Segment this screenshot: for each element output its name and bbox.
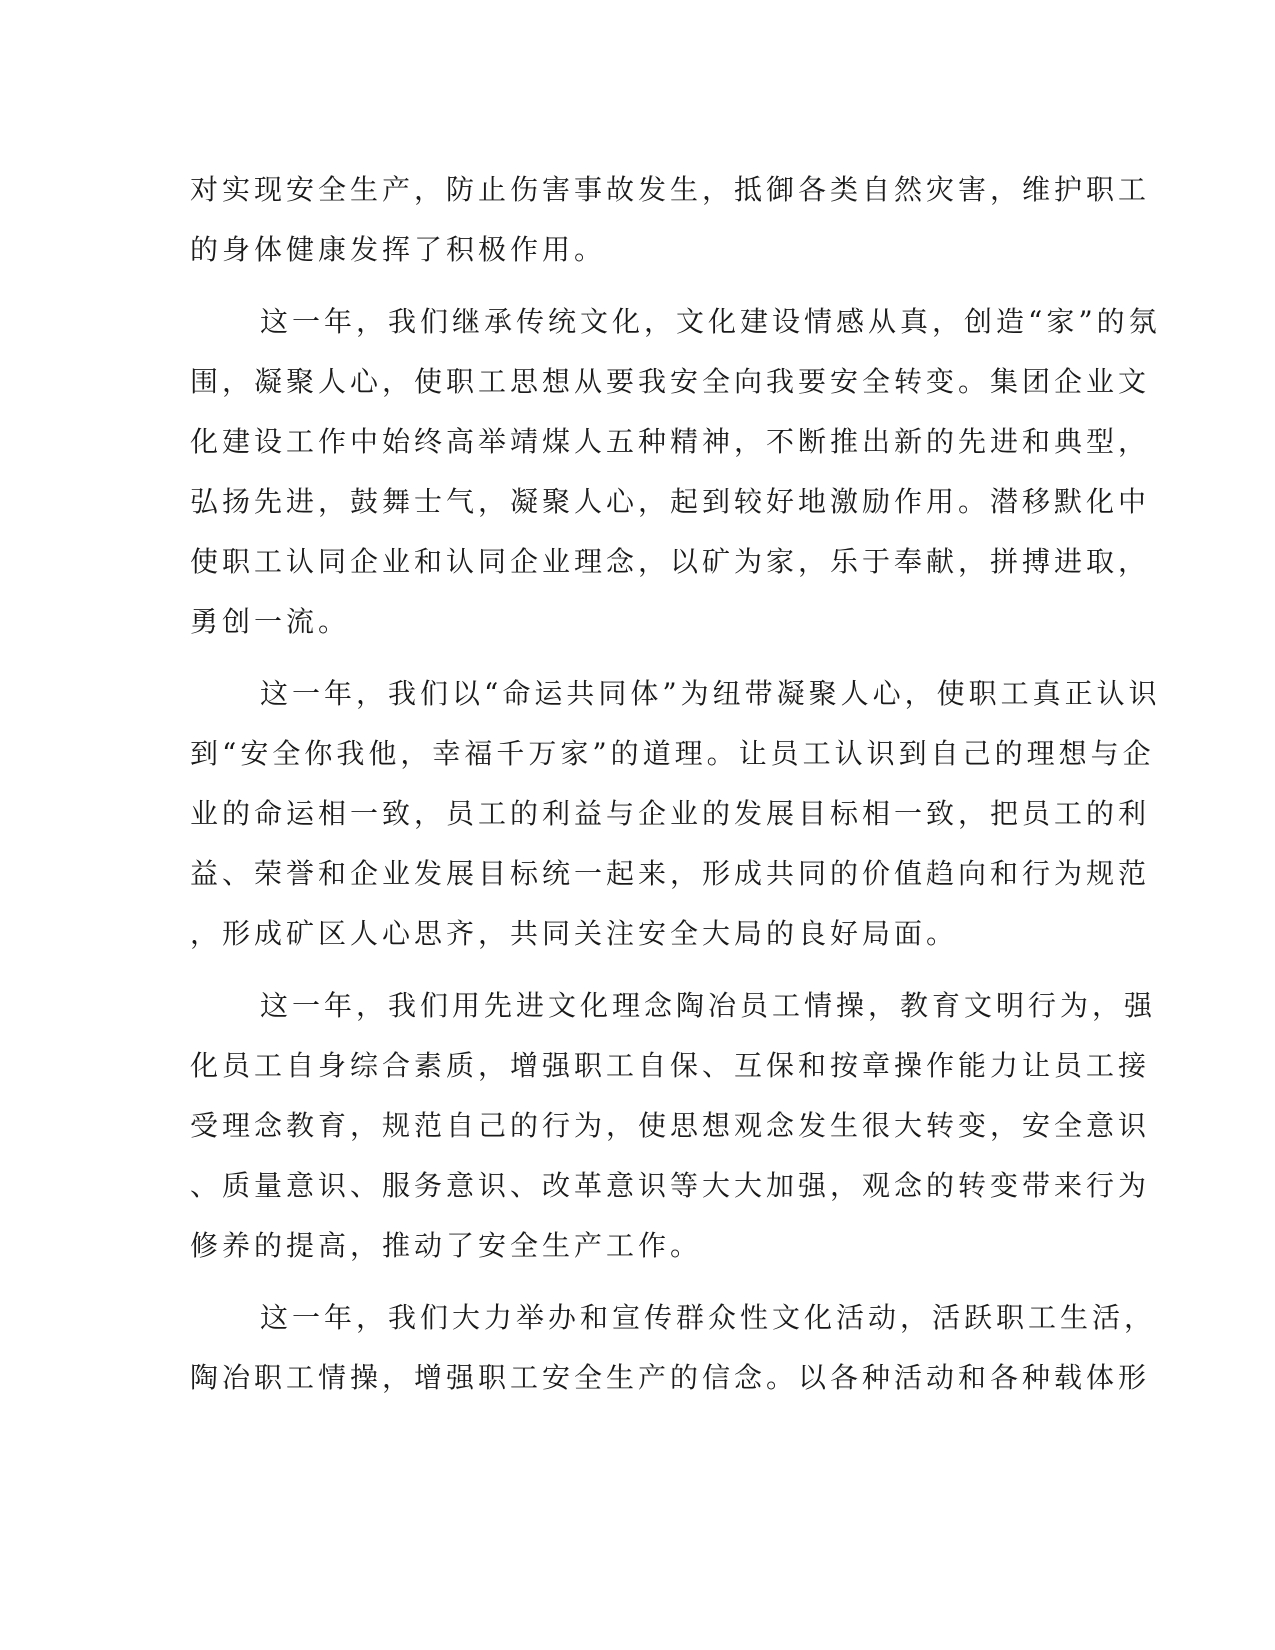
text-line: 这一年，我们以“命运共同体”为纽带凝聚人心，使职工真正认识 (260, 677, 1161, 710)
text-line: 陶冶职工情操，增强职工安全生产的信念。以各种活动和各种载体形 (190, 1361, 1151, 1394)
paragraph (190, 292, 1161, 652)
text-line: 化员工自身综合素质，增强职工自保、互保和按章操作能力让员工接 (190, 1049, 1151, 1082)
paragraph (190, 976, 1157, 1276)
text-line: 化建设工作中始终高举靖煤人五种精神，不断推出新的先进和典型， (190, 425, 1151, 458)
text-line: 弘扬先进，鼓舞士气，凝聚人心，起到较好地激励作用。潜移默化中 (190, 485, 1151, 518)
text-line: 到“安全你我他，幸福千万家”的道理。让员工认识到自己的理想与企 (190, 737, 1155, 770)
text-line: 益、荣誉和企业发展目标统一起来，形成共同的价值趋向和行为规范 (190, 857, 1151, 890)
paragraph (190, 160, 1151, 280)
text-line: 修养的提高，推动了安全生产工作。 (190, 1229, 703, 1262)
paragraph (190, 1288, 1157, 1408)
text-line: 勇创一流。 (190, 605, 351, 638)
document-body (190, 160, 1161, 1408)
text-line: ，形成矿区人心思齐，共同关注安全大局的良好局面。 (190, 917, 959, 950)
text-line: 、质量意识、服务意识、改革意识等大大加强，观念的转变带来行为 (190, 1169, 1151, 1202)
text-line: 对实现安全生产，防止伤害事故发生，抵御各类自然灾害，维护职工 (190, 173, 1151, 206)
paragraph (190, 664, 1161, 964)
text-line: 的身体健康发挥了积极作用。 (190, 233, 607, 266)
text-line: 业的命运相一致，员工的利益与企业的发展目标相一致，把员工的利 (190, 797, 1151, 830)
text-line: 这一年，我们继承传统文化，文化建设情感从真，创造“家”的氛 (260, 305, 1161, 338)
text-line: 这一年，我们用先进文化理念陶冶员工情操，教育文明行为，强 (260, 989, 1157, 1022)
text-line: 这一年，我们大力举办和宣传群众性文化活动，活跃职工生活， (260, 1301, 1157, 1334)
text-line: 使职工认同企业和认同企业理念，以矿为家，乐于奉献，拼搏进取， (190, 545, 1151, 578)
text-line: 受理念教育，规范自己的行为，使思想观念发生很大转变，安全意识 (190, 1109, 1151, 1142)
text-line: 围，凝聚人心，使职工思想从要我安全向我要安全转变。集团企业文 (190, 365, 1151, 398)
